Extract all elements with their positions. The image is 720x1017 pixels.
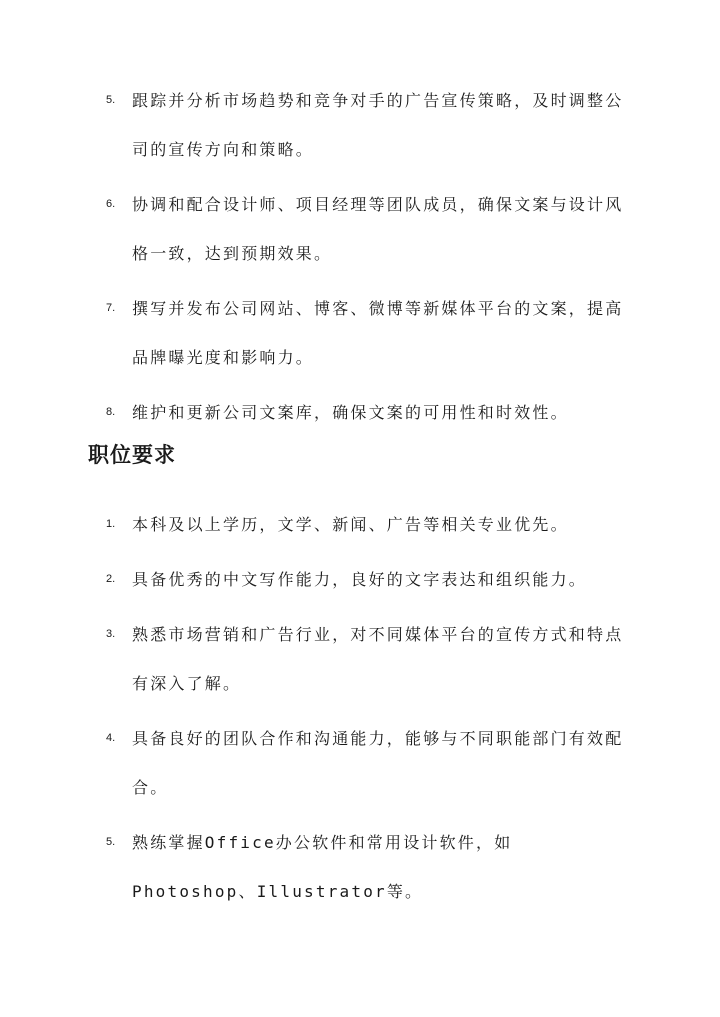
list-item-number: 5. bbox=[106, 836, 116, 848]
list-item-text: 跟踪并分析市场趋势和竞争对手的广告宣传策略，及时调整公司的宣传方向和策略。 bbox=[132, 91, 624, 159]
list-item-text: 具备良好的团队合作和沟通能力，能够与不同职能部门有效配合。 bbox=[132, 729, 624, 797]
list-item-text: 协调和配合设计师、项目经理等团队成员，确保文案与设计风格一致，达到预期效果。 bbox=[132, 195, 624, 263]
list-item bbox=[0, 818, 720, 916]
list-item bbox=[0, 180, 720, 278]
list-item-text: 撰写并发布公司网站、博客、微博等新媒体平台的文案，提高品牌曝光度和影响力。 bbox=[132, 299, 624, 367]
list-item-number: 1. bbox=[106, 518, 116, 530]
list-item-number: 3. bbox=[106, 628, 116, 640]
requirements-section bbox=[0, 500, 720, 916]
duties-section bbox=[0, 76, 720, 437]
list-item bbox=[0, 284, 720, 382]
list-item-text: 本科及以上学历，文学、新闻、广告等相关专业优先。 bbox=[132, 515, 569, 534]
list-item-text: 熟练掌握Office办公软件和常用设计软件，如Photoshop、Illustrator等。 bbox=[132, 833, 513, 901]
duties-list bbox=[0, 76, 720, 437]
list-item-number: 4. bbox=[106, 732, 116, 744]
list-item-text: 熟悉市场营销和广告行业，对不同媒体平台的宣传方式和特点有深入了解。 bbox=[132, 625, 624, 693]
section-heading: 职位要求 bbox=[88, 442, 176, 467]
requirements-list bbox=[0, 500, 720, 916]
list-item bbox=[0, 500, 720, 549]
list-item-number: 5. bbox=[106, 94, 116, 106]
list-item-number: 2. bbox=[106, 573, 116, 585]
list-item bbox=[0, 76, 720, 174]
list-item bbox=[0, 555, 720, 604]
list-item bbox=[0, 388, 720, 437]
list-item-number: 6. bbox=[106, 198, 116, 210]
list-item-number: 7. bbox=[106, 302, 116, 314]
list-item-number: 8. bbox=[106, 406, 116, 418]
list-item-text: 具备优秀的中文写作能力，良好的文字表达和组织能力。 bbox=[132, 570, 588, 589]
list-item bbox=[0, 714, 720, 812]
list-item bbox=[0, 610, 720, 708]
list-item-text: 维护和更新公司文案库，确保文案的可用性和时效性。 bbox=[132, 403, 569, 422]
